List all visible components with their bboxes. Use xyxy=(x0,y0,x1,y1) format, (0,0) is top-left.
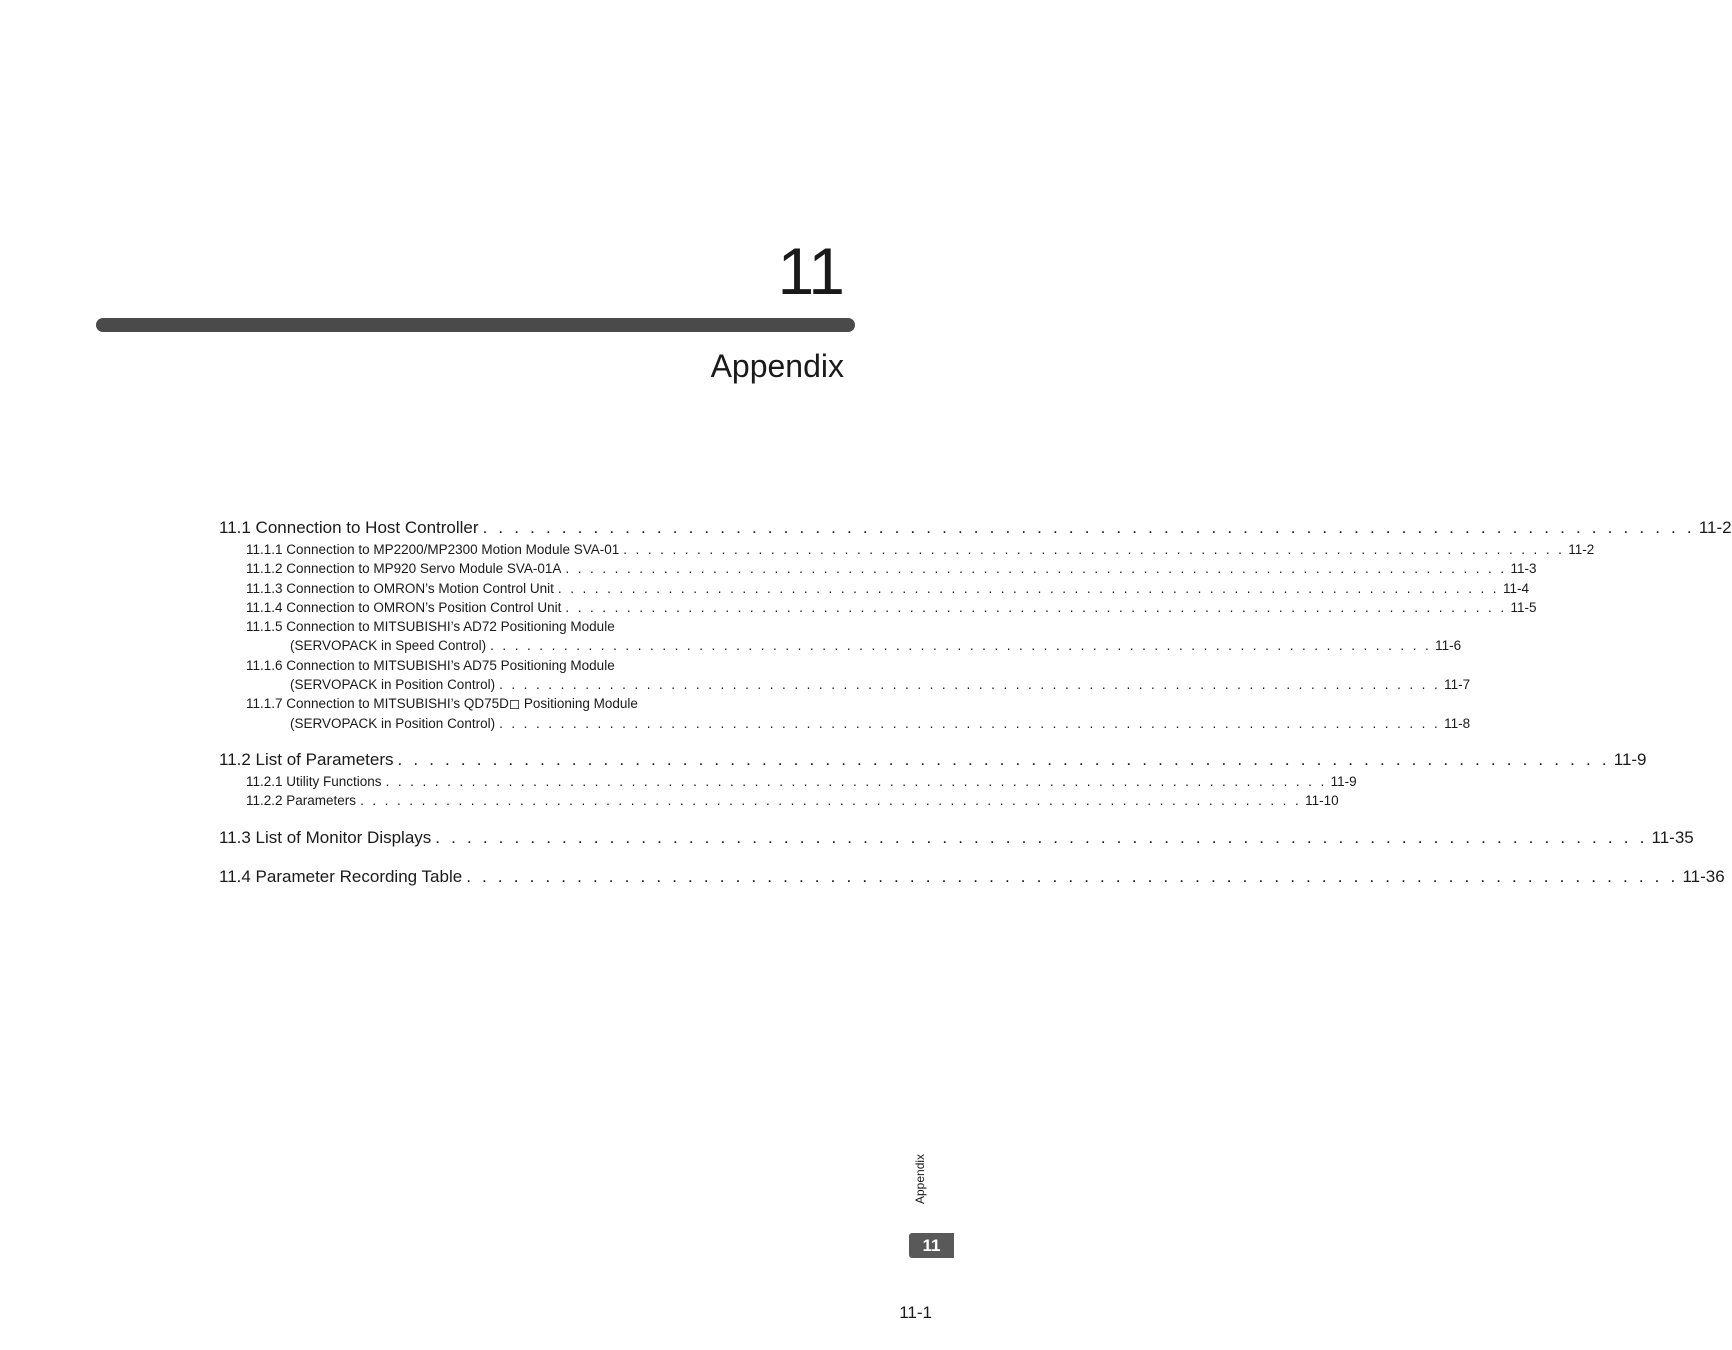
toc-subsection-entry[interactable] xyxy=(219,579,1529,598)
toc-subsection-entry-cont-label: (SERVOPACK in Position Control) xyxy=(290,715,496,731)
toc-section xyxy=(219,748,1647,811)
dot-leader: . . . . . . . . . . . . . . . . . . . . . . . . . . . . . . . . . . . . . . . . . . . . . . . . . . . . . . . . . . . . . . . . . . . . . . . . . . . . . xyxy=(565,599,1507,615)
toc-subsection-entry[interactable] xyxy=(219,540,1595,559)
toc-subsection-entry-cont-page: 11-6 xyxy=(1435,638,1462,654)
toc-subsection-entry-page: 11-9 xyxy=(1330,773,1357,789)
toc-subsection-entry[interactable] xyxy=(219,598,1537,617)
dot-leader: . . . . . . . . . . . . . . . . . . . . . . . . . . . . . . . . . . . . . . . . . . . . . . . . . . . . . . . . . . . . . . . . . . . . . . . . . . . . . xyxy=(557,580,1499,596)
toc-section-entry[interactable] xyxy=(219,748,1647,772)
toc-subsection-entry[interactable] xyxy=(219,791,1339,810)
toc-subsection-entry-cont-page: 11-8 xyxy=(1444,715,1471,731)
toc-section-entry-page: 11-35 xyxy=(1651,827,1694,847)
dot-leader: . . . . . . . . . . . . . . . . . . . . . . . . . . . . . . . . . . . . . . . . . . . . . . . . . . . . . . . . . . . . . . . . . . . . . . . . . . . . . xyxy=(466,866,1679,886)
toc-section-entry[interactable] xyxy=(219,826,1694,850)
toc-subsection-entry-label: 11.1.5 Connection to MITSUBISHI’s AD72 Positioning Module xyxy=(246,619,615,635)
table-of-contents xyxy=(219,516,1732,904)
dot-leader: . . . . . . . . . . . . . . . . . . . . . . . . . . . . . . . . . . . . . . . . . . . . . . . . . . . . . . . . . . . . . . . . . . . . . . . . . . . . . xyxy=(360,793,1302,809)
toc-subsection-entry[interactable] xyxy=(219,559,1537,578)
toc-subsection-entry-page: 11-3 xyxy=(1510,561,1537,577)
dot-leader: . . . . . . . . . . . . . . . . . . . . . . . . . . . . . . . . . . . . . . . . . . . . . . . . . . . . . . . . . . . . . . . . . . . . . . . . . . . . . xyxy=(397,749,1610,769)
dot-leader: . . . . . . . . . . . . . . . . . . . . . . . . . . . . . . . . . . . . . . . . . . . . . . . . . . . . . . . . . . . . . . . . . . . . . . . . . . . . . xyxy=(499,715,1441,731)
chapter-title: Appendix xyxy=(710,348,844,384)
dot-leader: . . . . . . . . . . . . . . . . . . . . . . . . . . . . . . . . . . . . . . . . . . . . . . . . . . . . . . . . . . . . . . . . . . . . . . . . . . . . . xyxy=(623,542,1565,557)
toc-section xyxy=(219,826,1694,850)
toc-subsection-entry-page: 11-4 xyxy=(1502,580,1529,596)
toc-section-entry-label: 11.4 Parameter Recording Table xyxy=(219,866,463,886)
toc-subsection-entry-cont-page: 11-7 xyxy=(1444,677,1471,693)
chapter-tab-badge[interactable]: 11 xyxy=(909,1233,954,1258)
toc-subsection-entry[interactable] xyxy=(219,656,845,675)
toc-subsection-entry[interactable] xyxy=(219,694,845,713)
toc-subsection-entry-label: 11.1.3 Connection to OMRON’s Motion Control Unit xyxy=(246,580,554,596)
toc-section-entry-label: 11.2 List of Parameters xyxy=(219,749,394,769)
toc-subsection-entry-label: 11.2.2 Parameters xyxy=(246,793,357,809)
toc-subsection-entry-page: 11-5 xyxy=(1510,599,1537,615)
toc-section xyxy=(219,865,1725,889)
toc-subsection-entry-page: 11-2 xyxy=(1568,542,1595,557)
toc-subsection-entry-cont[interactable] xyxy=(219,636,1462,655)
dot-leader: . . . . . . . . . . . . . . . . . . . . . . . . . . . . . . . . . . . . . . . . . . . . . . . . . . . . . . . . . . . . . . . . . . . . . . . . . . . . . xyxy=(435,827,1648,847)
toc-section-entry-page: 11-2 xyxy=(1698,518,1732,537)
dot-leader: . . . . . . . . . . . . . . . . . . . . . . . . . . . . . . . . . . . . . . . . . . . . . . . . . . . . . . . . . . . . . . . . . . . . . . . . . . . . . xyxy=(565,561,1507,577)
toc-subsection-entry[interactable] xyxy=(219,772,1357,791)
dot-leader: . . . . . . . . . . . . . . . . . . . . . . . . . . . . . . . . . . . . . . . . . . . . . . . . . . . . . . . . . . . . . . . . . . . . . . . . . . . . . xyxy=(490,638,1432,654)
toc-subsection-entry[interactable] xyxy=(219,617,845,636)
chapter-divider-bar xyxy=(96,318,855,332)
toc-subsection-entry-label: 11.2.1 Utility Functions xyxy=(246,773,382,789)
dot-leader: . . . . . . . . . . . . . . . . . . . . . . . . . . . . . . . . . . . . . . . . . . . . . . . . . . . . . . . . . . . . . . . . . . . . . . . . . . . . . xyxy=(499,677,1441,693)
toc-subsection-entry-cont[interactable] xyxy=(219,675,1471,694)
dot-leader: . . . . . . . . . . . . . . . . . . . . . . . . . . . . . . . . . . . . . . . . . . . . . . . . . . . . . . . . . . . . . . . . . . . . . . . . . . . . . xyxy=(482,518,1695,537)
toc-subsection-entry-label: 11.1.4 Connection to OMRON’s Position Control Unit xyxy=(246,599,562,615)
toc-subsection-entry-page: 11-10 xyxy=(1305,793,1339,809)
toc-section-entry-page: 11-9 xyxy=(1613,749,1647,769)
toc-subsection-entry-label: 11.1.2 Connection to MP920 Servo Module SVA-01A xyxy=(246,561,562,577)
toc-section xyxy=(219,516,1732,733)
toc-section-entry-label: 11.1 Connection to Host Controller xyxy=(219,518,479,537)
toc-subsection-entry-label: 11.1.1 Connection to MP2200/MP2300 Motion Module SVA-01 xyxy=(246,542,620,557)
toc-subsection-entry-cont-label: (SERVOPACK in Speed Control) xyxy=(290,638,487,654)
toc-section-entry[interactable] xyxy=(219,516,1732,540)
toc-subsection-entry-cont-label: (SERVOPACK in Position Control) xyxy=(290,677,496,693)
dot-leader: . . . . . . . . . . . . . . . . . . . . . . . . . . . . . . . . . . . . . . . . . . . . . . . . . . . . . . . . . . . . . . . . . . . . . . . . . . . . . xyxy=(385,773,1327,789)
toc-section-entry-label: 11.3 List of Monitor Displays xyxy=(219,827,432,847)
toc-section-entry-page: 11-36 xyxy=(1682,866,1725,886)
chapter-number: 11 xyxy=(777,234,844,308)
toc-subsection-entry-label: 11.1.7 Connection to MITSUBISHI’s QD75D◻ Positioning Module xyxy=(246,696,638,712)
page-number: 11-1 xyxy=(899,1303,932,1322)
toc-section-entry[interactable] xyxy=(219,865,1725,889)
toc-subsection-entry-cont[interactable] xyxy=(219,714,1471,733)
side-tab-label: Appendix xyxy=(913,1153,927,1204)
toc-subsection-entry-label: 11.1.6 Connection to MITSUBISHI’s AD75 Positioning Module xyxy=(246,657,615,673)
